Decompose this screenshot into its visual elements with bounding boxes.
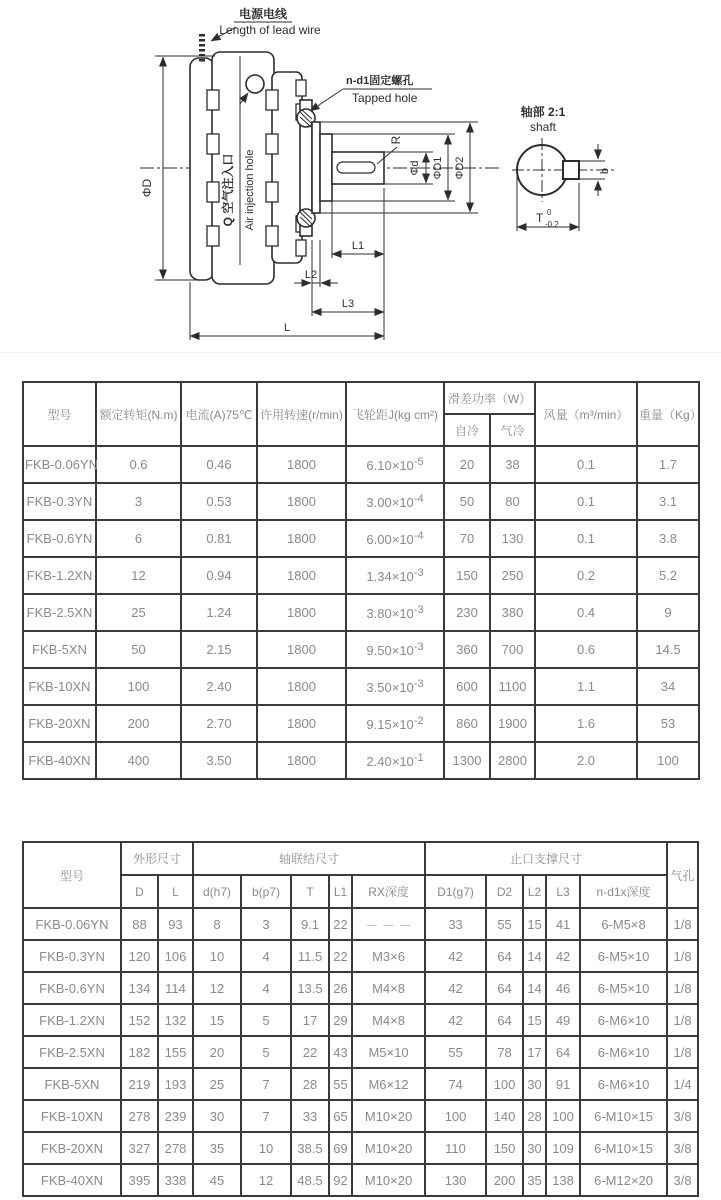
value-cell: 1/8 — [667, 972, 698, 1004]
value-cell: M10×20 — [352, 1132, 425, 1164]
value-cell: 6-M6×10 — [580, 1068, 667, 1100]
value-cell: 25 — [96, 594, 181, 631]
table-row — [23, 1068, 698, 1100]
value-cell: 64 — [486, 940, 523, 972]
model-cell: FKB-2.5XN — [23, 594, 96, 631]
value-cell: 5.2 — [637, 557, 699, 594]
value-cell: 6-M6×10 — [580, 1036, 667, 1068]
value-cell: 0.53 — [181, 483, 257, 520]
dim-label-T-upper-tol: 0 — [547, 208, 552, 217]
value-cell: 1/8 — [667, 940, 698, 972]
value-cell: 109 — [546, 1132, 580, 1164]
model-cell: FKB-40XN — [23, 1164, 121, 1196]
tapped-hole-label-en: Tapped hole — [352, 91, 418, 105]
value-cell: 14 — [523, 940, 546, 972]
value-cell: 106 — [158, 940, 193, 972]
value-cell: M6×12 — [352, 1068, 425, 1100]
clutch-brake-drawing — [0, 0, 721, 352]
value-cell: 93 — [158, 908, 193, 940]
value-cell: 9 — [637, 594, 699, 631]
value-cell: 200 — [486, 1164, 523, 1196]
value-cell: 49 — [546, 1004, 580, 1036]
value-cell: 13.5 — [291, 972, 329, 1004]
value-cell: 600 — [444, 668, 490, 705]
value-cell: 6-M6×10 — [580, 1004, 667, 1036]
shaft-section-label-en: shaft — [529, 120, 557, 134]
tapped-hole-label-cn: n-d1固定螺孔 — [346, 75, 414, 87]
value-cell: 1/4 — [667, 1068, 698, 1100]
value-cell: 239 — [158, 1100, 193, 1132]
column-header: D — [121, 875, 158, 908]
column-header: 型号 — [23, 382, 96, 446]
air-injection-label-en: Air injection hole — [244, 149, 256, 231]
dim-label-L2: L2 — [304, 269, 318, 281]
value-cell: 1800 — [257, 742, 346, 779]
value-cell: $9.50\times 10^{-3}$ — [346, 631, 444, 668]
value-cell: 46 — [546, 972, 580, 1004]
value-cell: 33 — [291, 1100, 329, 1132]
value-cell: 20 — [193, 1036, 241, 1068]
hub-step-d1 — [320, 134, 332, 201]
value-cell: M4×8 — [352, 972, 425, 1004]
value-cell: 0.94 — [181, 557, 257, 594]
value-cell: 7 — [241, 1068, 291, 1100]
value-cell: 130 — [425, 1164, 486, 1196]
value-cell: 6-M10×15 — [580, 1100, 667, 1132]
value-cell: 80 — [490, 483, 535, 520]
value-cell: 12 — [241, 1164, 291, 1196]
dim-label-T-lower-tol: -0.2 — [545, 220, 559, 229]
value-cell: 0.6 — [535, 631, 637, 668]
column-header: d(h7) — [193, 875, 241, 908]
value-cell: 12 — [96, 557, 181, 594]
value-cell: 20 — [444, 446, 490, 483]
value-cell: 193 — [158, 1068, 193, 1100]
value-cell: 53 — [637, 705, 699, 742]
value-cell: 7 — [241, 1100, 291, 1132]
value-cell: 1/8 — [667, 1036, 698, 1068]
value-cell: 200 — [96, 705, 181, 742]
model-cell: FKB-5XN — [23, 631, 96, 668]
table-row — [23, 1100, 698, 1132]
value-cell: 182 — [121, 1036, 158, 1068]
value-cell: 1300 — [444, 742, 490, 779]
model-cell: FKB-0.3YN — [23, 483, 96, 520]
value-cell: 10 — [241, 1132, 291, 1164]
value-cell: 2.15 — [181, 631, 257, 668]
header-row — [23, 382, 699, 414]
value-cell: 138 — [546, 1164, 580, 1196]
value-cell: 22 — [291, 1036, 329, 1068]
value-cell: 8 — [193, 908, 241, 940]
value-cell: 0.4 — [535, 594, 637, 631]
value-cell: 100 — [425, 1100, 486, 1132]
dim-label-phiD2: ΦD2 — [454, 156, 466, 180]
value-cell: 55 — [425, 1036, 486, 1068]
value-cell: 0.1 — [535, 446, 637, 483]
value-cell: 38.5 — [291, 1132, 329, 1164]
value-cell: 700 — [490, 631, 535, 668]
value-cell: $6.10\times 10^{-5}$ — [346, 446, 444, 483]
value-cell: 110 — [425, 1132, 486, 1164]
value-cell: 3/8 — [667, 1164, 698, 1196]
value-cell: 860 — [444, 705, 490, 742]
value-cell: 5 — [241, 1036, 291, 1068]
value-cell: 278 — [158, 1132, 193, 1164]
value-cell: 48.5 — [291, 1164, 329, 1196]
column-header: n-d1x深度 — [580, 875, 667, 908]
value-cell: 64 — [546, 1036, 580, 1068]
section-divider — [0, 352, 721, 353]
value-cell: 41 — [546, 908, 580, 940]
column-header: D1(g7) — [425, 875, 486, 908]
table-row — [23, 446, 699, 483]
model-cell: FKB-2.5XN — [23, 1036, 121, 1068]
value-cell: 35 — [523, 1164, 546, 1196]
table-row — [23, 631, 699, 668]
column-header: 型号 — [23, 842, 121, 908]
value-cell: 10 — [193, 940, 241, 972]
column-header: 风量（m³/min） — [535, 382, 637, 446]
value-cell: 2.40 — [181, 668, 257, 705]
table-row — [23, 940, 698, 972]
value-cell: 134 — [121, 972, 158, 1004]
value-cell: 30 — [523, 1132, 546, 1164]
value-cell: 1900 — [490, 705, 535, 742]
value-cell: 6-M12×20 — [580, 1164, 667, 1196]
value-cell: 25 — [193, 1068, 241, 1100]
value-cell: 78 — [486, 1036, 523, 1068]
value-cell: 91 — [546, 1068, 580, 1100]
value-cell: 55 — [486, 908, 523, 940]
value-cell: $9.15\times 10^{-2}$ — [346, 705, 444, 742]
value-cell: 100 — [546, 1100, 580, 1132]
value-cell: M5×10 — [352, 1036, 425, 1068]
value-cell: 42 — [425, 1004, 486, 1036]
lead-wire-label-en: Length of lead wire — [219, 23, 321, 37]
column-header: 外形尺寸 — [121, 842, 193, 875]
dimension-spec-table — [22, 841, 699, 1197]
value-cell: 0.81 — [181, 520, 257, 557]
hub-step-d2 — [312, 122, 320, 213]
value-cell: M4×8 — [352, 1004, 425, 1036]
value-cell: 1800 — [257, 557, 346, 594]
value-cell: 17 — [523, 1036, 546, 1068]
value-cell: 4 — [241, 972, 291, 1004]
air-injection-label-cn: Q 空气注入口 — [221, 153, 235, 227]
column-header: 电流(A)75℃ — [181, 382, 257, 446]
value-cell: 155 — [158, 1036, 193, 1068]
value-cell: 338 — [158, 1164, 193, 1196]
dim-label-phid: Φd — [409, 160, 421, 176]
value-cell: 34 — [637, 668, 699, 705]
technical-drawing — [0, 0, 721, 352]
value-cell: 1800 — [257, 483, 346, 520]
value-cell: 64 — [486, 972, 523, 1004]
value-cell: 120 — [121, 940, 158, 972]
column-header: L — [158, 875, 193, 908]
value-cell: 74 — [425, 1068, 486, 1100]
value-cell: 114 — [158, 972, 193, 1004]
value-cell: 0.2 — [535, 557, 637, 594]
dim-label-phiD: ΦD — [140, 178, 154, 198]
value-cell: 15 — [523, 1004, 546, 1036]
value-cell: 28 — [291, 1068, 329, 1100]
value-cell: 360 — [444, 631, 490, 668]
performance-spec-table — [22, 381, 700, 780]
table-row — [23, 594, 699, 631]
value-cell: 14 — [523, 972, 546, 1004]
column-header: 飞轮距J(kg cm²) — [346, 382, 444, 446]
value-cell: 9.1 — [291, 908, 329, 940]
value-cell: 30 — [193, 1100, 241, 1132]
value-cell: 1800 — [257, 668, 346, 705]
column-header: D2 — [486, 875, 523, 908]
table-row — [23, 972, 698, 1004]
value-cell: 0.6 — [96, 446, 181, 483]
value-cell: 2.70 — [181, 705, 257, 742]
dim-label-R: R — [389, 135, 403, 145]
value-cell: 0.1 — [535, 520, 637, 557]
value-cell: 0.1 — [535, 483, 637, 520]
keyway-slot — [337, 162, 375, 173]
value-cell: 6 — [96, 520, 181, 557]
value-cell: 1100 — [490, 668, 535, 705]
value-cell: 35 — [193, 1132, 241, 1164]
model-cell: FKB-5XN — [23, 1068, 121, 1100]
value-cell: － － － — [352, 908, 425, 940]
value-cell: 15 — [523, 908, 546, 940]
model-cell: FKB-0.6YN — [23, 972, 121, 1004]
value-cell: 17 — [291, 1004, 329, 1036]
value-cell: 3.1 — [637, 483, 699, 520]
value-cell: 6-M10×15 — [580, 1132, 667, 1164]
value-cell: $3.80\times 10^{-3}$ — [346, 594, 444, 631]
dim-label-L3: L3 — [341, 298, 355, 310]
value-cell: 28 — [523, 1100, 546, 1132]
model-cell: FKB-0.3YN — [23, 940, 121, 972]
value-cell: 42 — [425, 972, 486, 1004]
value-cell: 1/8 — [667, 1004, 698, 1036]
value-cell: $1.34\times 10^{-3}$ — [346, 557, 444, 594]
value-cell: 5 — [241, 1004, 291, 1036]
column-header: 滑差功率（W） — [444, 382, 535, 414]
value-cell: 250 — [490, 557, 535, 594]
value-cell: $2.40\times 10^{-1}$ — [346, 742, 444, 779]
value-cell: 4 — [241, 940, 291, 972]
value-cell: 64 — [486, 1004, 523, 1036]
model-cell: FKB-0.06YN — [23, 908, 121, 940]
dim-label-L1: L1 — [351, 240, 365, 252]
value-cell: 88 — [121, 908, 158, 940]
value-cell: 219 — [121, 1068, 158, 1100]
value-cell: 45 — [193, 1164, 241, 1196]
dim-label-L: L — [283, 322, 291, 334]
value-cell: 100 — [637, 742, 699, 779]
value-cell: M3×6 — [352, 940, 425, 972]
table-row — [23, 1132, 698, 1164]
dim-label-phiD1: ΦD1 — [432, 156, 444, 180]
value-cell: 1.24 — [181, 594, 257, 631]
value-cell: 38 — [490, 446, 535, 483]
value-cell: 33 — [425, 908, 486, 940]
value-cell: M10×20 — [352, 1100, 425, 1132]
value-cell: 92 — [329, 1164, 352, 1196]
model-cell: FKB-10XN — [23, 668, 96, 705]
value-cell: 395 — [121, 1164, 158, 1196]
value-cell: 140 — [486, 1100, 523, 1132]
value-cell: 130 — [490, 520, 535, 557]
value-cell: $6.00\times 10^{-4}$ — [346, 520, 444, 557]
value-cell: 230 — [444, 594, 490, 631]
table-row — [23, 1004, 698, 1036]
value-cell: 6-M5×8 — [580, 908, 667, 940]
value-cell: 22 — [329, 940, 352, 972]
column-header: 自冷 — [444, 414, 490, 446]
lead-wire-label-cn: 电源电线 — [238, 7, 288, 21]
header-row — [23, 875, 698, 908]
value-cell: 1800 — [257, 631, 346, 668]
value-cell: 1.6 — [535, 705, 637, 742]
value-cell: 50 — [444, 483, 490, 520]
table-row — [23, 557, 699, 594]
value-cell: 30 — [523, 1068, 546, 1100]
value-cell: 6-M5×10 — [580, 972, 667, 1004]
dim-label-b: b — [599, 167, 611, 175]
column-header: 止口支撑尺寸 — [425, 842, 667, 875]
value-cell: 132 — [158, 1004, 193, 1036]
value-cell: 100 — [486, 1068, 523, 1100]
value-cell: 42 — [425, 940, 486, 972]
table-row — [23, 483, 699, 520]
value-cell: 152 — [121, 1004, 158, 1036]
column-header: RX深度 — [352, 875, 425, 908]
value-cell: 1.1 — [535, 668, 637, 705]
value-cell: 3.50 — [181, 742, 257, 779]
model-cell: FKB-20XN — [23, 1132, 121, 1164]
column-header: 重量（Kg） — [637, 382, 699, 446]
value-cell: 150 — [444, 557, 490, 594]
value-cell: 42 — [546, 940, 580, 972]
model-cell: FKB-20XN — [23, 705, 96, 742]
value-cell: 22 — [329, 908, 352, 940]
dim-label-T: T — [536, 211, 544, 225]
value-cell: 1800 — [257, 705, 346, 742]
shaft-section-label-cn: 轴部 2:1 — [520, 105, 566, 119]
value-cell: 6-M5×10 — [580, 940, 667, 972]
column-header: 额定转矩(N.m) — [96, 382, 181, 446]
value-cell: 2.0 — [535, 742, 637, 779]
table-row — [23, 520, 699, 557]
value-cell: 14.5 — [637, 631, 699, 668]
value-cell: 69 — [329, 1132, 352, 1164]
value-cell: 65 — [329, 1100, 352, 1132]
value-cell: 43 — [329, 1036, 352, 1068]
value-cell: 11.5 — [291, 940, 329, 972]
value-cell: 100 — [96, 668, 181, 705]
value-cell: 29 — [329, 1004, 352, 1036]
model-cell: FKB-0.06YN — [23, 446, 96, 483]
value-cell: 50 — [96, 631, 181, 668]
column-header: L1 — [329, 875, 352, 908]
table-row — [23, 742, 699, 779]
value-cell: 3 — [241, 908, 291, 940]
value-cell: $3.00\times 10^{-4}$ — [346, 483, 444, 520]
header-row — [23, 842, 698, 875]
table-row — [23, 668, 699, 705]
value-cell: 1800 — [257, 520, 346, 557]
model-cell: FKB-40XN — [23, 742, 96, 779]
value-cell: 15 — [193, 1004, 241, 1036]
column-header: 轴联结尺寸 — [193, 842, 425, 875]
table-row — [23, 1164, 698, 1196]
value-cell: 3.8 — [637, 520, 699, 557]
column-header: L2 — [523, 875, 546, 908]
value-cell: 278 — [121, 1100, 158, 1132]
value-cell: 12 — [193, 972, 241, 1004]
column-header: 气孔 — [667, 842, 698, 908]
value-cell: 26 — [329, 972, 352, 1004]
value-cell: 1.7 — [637, 446, 699, 483]
value-cell: 70 — [444, 520, 490, 557]
value-cell: M10×20 — [352, 1164, 425, 1196]
table-row — [23, 705, 699, 742]
value-cell: 400 — [96, 742, 181, 779]
table-row — [23, 908, 698, 940]
column-header: b(p7) — [241, 875, 291, 908]
value-cell: 1800 — [257, 594, 346, 631]
column-header: T — [291, 875, 329, 908]
value-cell: $3.50\times 10^{-3}$ — [346, 668, 444, 705]
column-header: 许用转速(r/min) — [257, 382, 346, 446]
value-cell: 1800 — [257, 446, 346, 483]
air-injection-hole — [246, 75, 264, 93]
value-cell: 380 — [490, 594, 535, 631]
value-cell: 1/8 — [667, 908, 698, 940]
value-cell: 2800 — [490, 742, 535, 779]
column-header: 气冷 — [490, 414, 535, 446]
value-cell: 3/8 — [667, 1100, 698, 1132]
value-cell: 327 — [121, 1132, 158, 1164]
model-cell: FKB-0.6YN — [23, 520, 96, 557]
value-cell: 3 — [96, 483, 181, 520]
table-row — [23, 1036, 698, 1068]
model-cell: FKB-1.2XN — [23, 1004, 121, 1036]
shaft-section-view — [512, 138, 614, 231]
value-cell: 3/8 — [667, 1132, 698, 1164]
key-section — [563, 161, 579, 179]
value-cell: 55 — [329, 1068, 352, 1100]
value-cell: 150 — [486, 1132, 523, 1164]
model-cell: FKB-1.2XN — [23, 557, 96, 594]
column-header: L3 — [546, 875, 580, 908]
value-cell: 0.46 — [181, 446, 257, 483]
model-cell: FKB-10XN — [23, 1100, 121, 1132]
